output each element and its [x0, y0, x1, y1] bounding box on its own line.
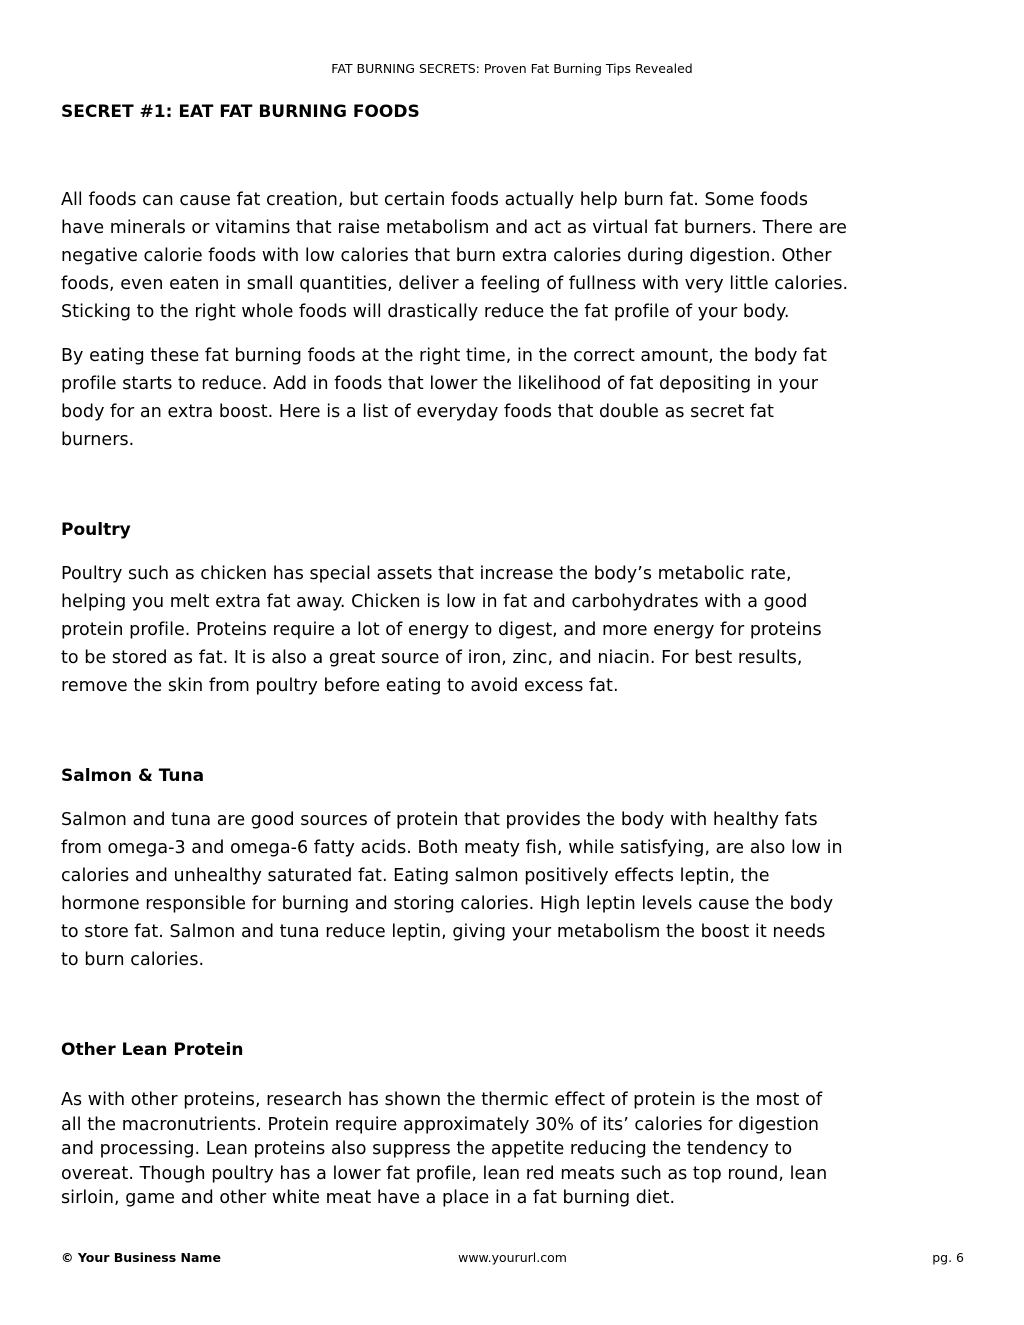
- text-line: By eating these fat burning foods at the right time, in the correct amount, the body fat: [61, 346, 827, 366]
- section-body-other-lean-protein: [61, 1088, 964, 1211]
- text-line: from omega-3 and omega-6 fatty acids. Both meaty fish, while satisfying, are also low in: [61, 838, 843, 858]
- text-line: protein profile. Proteins require a lot of energy to digest, and more energy for proteins: [61, 620, 822, 640]
- text-line: hormone responsible for burning and storing calories. High leptin levels cause the body: [61, 894, 834, 914]
- intro-paragraph-1: [61, 186, 964, 326]
- footer-page-number: pg. 6: [932, 1250, 964, 1265]
- text-line: burners.: [61, 430, 135, 450]
- section-title-poultry: Poultry: [61, 520, 131, 540]
- text-line: to burn calories.: [61, 950, 205, 970]
- text-line: All foods can cause fat creation, but certain foods actually help burn fat. Some foods: [61, 190, 809, 210]
- text-line: As with other proteins, research has shown the thermic effect of protein is the most of: [61, 1090, 823, 1110]
- text-line: remove the skin from poultry before eating to avoid excess fat.: [61, 676, 619, 696]
- text-line: foods, even eaten in small quantities, deliver a feeling of fullness with very little calories.: [61, 274, 849, 294]
- footer-business-name: © Your Business Name: [61, 1250, 221, 1265]
- text-line: to be stored as fat. It is also a great source of iron, zinc, and niacin. For best results,: [61, 648, 803, 668]
- text-line: body for an extra boost. Here is a list of everyday foods that double as secret fat: [61, 402, 774, 422]
- intro-paragraph-2: [61, 342, 964, 454]
- text-line: calories and unhealthy saturated fat. Eating salmon positively effects leptin, the: [61, 866, 770, 886]
- secret-title: SECRET #1: EAT FAT BURNING FOODS: [61, 102, 420, 122]
- text-line: Sticking to the right whole foods will drastically reduce the fat profile of your body.: [61, 302, 790, 322]
- text-line: have minerals or vitamins that raise metabolism and act as virtual fat burners. There are: [61, 218, 847, 238]
- text-line: to store fat. Salmon and tuna reduce leptin, giving your metabolism the boost it needs: [61, 922, 826, 942]
- text-line: negative calorie foods with low calories that burn extra calories during digestion. Other: [61, 246, 832, 266]
- section-title-salmon-tuna: Salmon & Tuna: [61, 766, 205, 786]
- text-line: overeat. Though poultry has a lower fat profile, lean red meats such as top round, lean: [61, 1163, 828, 1184]
- text-line: Salmon and tuna are good sources of protein that provides the body with healthy fats: [61, 810, 818, 830]
- section-body-poultry: [61, 560, 964, 700]
- section-title-other-lean-protein: Other Lean Protein: [61, 1040, 244, 1060]
- page-footer: [61, 1249, 964, 1267]
- running-header: FAT BURNING SECRETS: Proven Fat Burning Tips Revealed: [331, 61, 693, 76]
- page-content: [61, 100, 964, 1211]
- footer-url: www.yoururl.com: [458, 1250, 567, 1265]
- text-line: profile starts to reduce. Add in foods that lower the likelihood of fat depositing in your: [61, 374, 818, 394]
- text-line: all the macronutrients. Protein require approximately 30% of its’ calories for digestion: [61, 1114, 820, 1135]
- text-line: sirloin, game and other white meat have a place in a fat burning diet.: [61, 1188, 676, 1208]
- text-line: and processing. Lean proteins also suppress the appetite reducing the tendency to: [61, 1139, 793, 1159]
- text-line: helping you melt extra fat away. Chicken is low in fat and carbohydrates with a good: [61, 592, 808, 612]
- text-line: Poultry such as chicken has special assets that increase the body’s metabolic rate,: [61, 564, 792, 584]
- section-body-salmon-tuna: [61, 806, 964, 974]
